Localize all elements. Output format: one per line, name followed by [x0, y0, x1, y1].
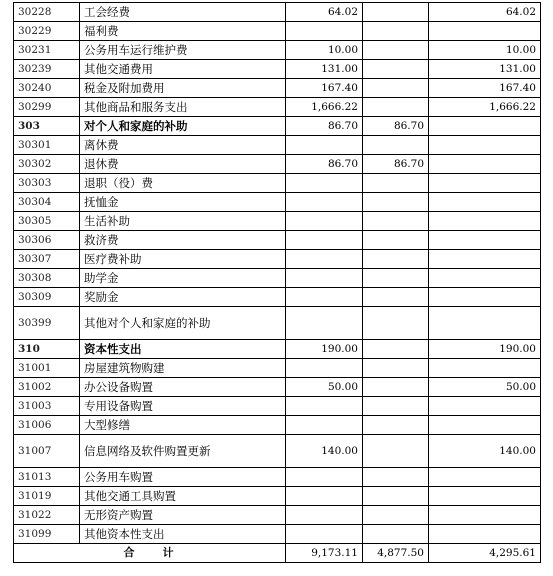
row-name: 无形资产购置 [80, 506, 286, 525]
table-row [14, 60, 541, 79]
row-name: 办公设备购置 [80, 378, 286, 397]
row-total [286, 487, 363, 506]
row-code: 310 [14, 340, 80, 359]
row-project: 131.00 [429, 60, 541, 79]
row-basic [363, 525, 429, 544]
row-name: 福利费 [80, 22, 286, 41]
row-total: 86.70 [286, 155, 363, 174]
table-row [14, 41, 541, 60]
total-amount: 9,173.11 [286, 544, 363, 563]
row-project [429, 212, 541, 231]
row-code: 30309 [14, 288, 80, 307]
table-row [14, 435, 541, 468]
row-basic [363, 3, 429, 22]
table-row [14, 155, 541, 174]
row-name: 其他对个人和家庭的补助 [80, 307, 286, 340]
row-name: 退职（役）费 [80, 174, 286, 193]
row-code: 31001 [14, 359, 80, 378]
row-basic [363, 468, 429, 487]
row-project [429, 231, 541, 250]
row-basic [363, 212, 429, 231]
row-basic [363, 506, 429, 525]
row-total [286, 416, 363, 435]
row-project [429, 250, 541, 269]
row-project: 1,666.22 [429, 98, 541, 117]
row-name: 生活补助 [80, 212, 286, 231]
row-code: 30299 [14, 98, 80, 117]
row-name: 专用设备购置 [80, 397, 286, 416]
row-code: 303 [14, 117, 80, 136]
table-row [14, 79, 541, 98]
table-row [14, 3, 541, 22]
row-code: 31099 [14, 525, 80, 544]
row-total [286, 136, 363, 155]
total-label: 合计 [14, 544, 286, 563]
table-row [14, 269, 541, 288]
row-total: 86.70 [286, 117, 363, 136]
row-project [429, 288, 541, 307]
row-project [429, 269, 541, 288]
row-total: 131.00 [286, 60, 363, 79]
row-code: 30231 [14, 41, 80, 60]
row-basic [363, 378, 429, 397]
row-total [286, 174, 363, 193]
row-name: 奖励金 [80, 288, 286, 307]
row-total: 10.00 [286, 41, 363, 60]
row-project: 190.00 [429, 340, 541, 359]
total-row [14, 544, 541, 563]
row-code: 30304 [14, 193, 80, 212]
row-total [286, 231, 363, 250]
row-code: 30399 [14, 307, 80, 340]
row-total [286, 506, 363, 525]
row-name: 其他交通工具购置 [80, 487, 286, 506]
row-project [429, 468, 541, 487]
row-name: 其他商品和服务支出 [80, 98, 286, 117]
row-name: 离休费 [80, 136, 286, 155]
row-total: 1,666.22 [286, 98, 363, 117]
row-code: 30301 [14, 136, 80, 155]
row-project [429, 416, 541, 435]
row-total [286, 193, 363, 212]
row-code: 31003 [14, 397, 80, 416]
row-code: 30302 [14, 155, 80, 174]
table-row [14, 98, 541, 117]
row-total [286, 525, 363, 544]
row-code: 30239 [14, 60, 80, 79]
row-name: 抚恤金 [80, 193, 286, 212]
row-code: 30307 [14, 250, 80, 269]
row-project: 50.00 [429, 378, 541, 397]
table-row [14, 193, 541, 212]
table-row [14, 397, 541, 416]
table-row [14, 525, 541, 544]
row-project: 10.00 [429, 41, 541, 60]
row-total: 50.00 [286, 378, 363, 397]
row-code: 30308 [14, 269, 80, 288]
table-row [14, 416, 541, 435]
table-row [14, 22, 541, 41]
row-code: 31022 [14, 506, 80, 525]
row-basic [363, 359, 429, 378]
row-project: 167.40 [429, 79, 541, 98]
table-row [14, 174, 541, 193]
table-row [14, 117, 541, 136]
row-basic [363, 435, 429, 468]
row-name: 信息网络及软件购置更新 [80, 435, 286, 468]
table-row [14, 468, 541, 487]
row-total [286, 269, 363, 288]
row-code: 30305 [14, 212, 80, 231]
row-name: 房屋建筑物购建 [80, 359, 286, 378]
row-code: 31007 [14, 435, 80, 468]
table-row [14, 487, 541, 506]
row-name: 工会经费 [80, 3, 286, 22]
row-basic [363, 60, 429, 79]
row-basic [363, 288, 429, 307]
table-row [14, 212, 541, 231]
row-code: 30306 [14, 231, 80, 250]
row-name: 退休费 [80, 155, 286, 174]
row-project [429, 117, 541, 136]
row-basic: 86.70 [363, 155, 429, 174]
row-name: 对个人和家庭的补助 [80, 117, 286, 136]
row-total: 140.00 [286, 435, 363, 468]
row-project [429, 307, 541, 340]
row-project [429, 22, 541, 41]
table-row [14, 506, 541, 525]
row-total [286, 359, 363, 378]
row-basic [363, 307, 429, 340]
total-project: 4,295.61 [429, 544, 541, 563]
row-code: 30229 [14, 22, 80, 41]
row-code: 30303 [14, 174, 80, 193]
row-code: 30240 [14, 79, 80, 98]
row-project: 64.02 [429, 3, 541, 22]
row-project: 140.00 [429, 435, 541, 468]
budget-table-body [14, 3, 541, 544]
row-total [286, 288, 363, 307]
row-code: 30228 [14, 3, 80, 22]
row-basic [363, 22, 429, 41]
total-basic: 4,877.50 [363, 544, 429, 563]
row-name: 资本性支出 [80, 340, 286, 359]
budget-table [13, 2, 541, 563]
table-row [14, 359, 541, 378]
row-project [429, 506, 541, 525]
table-row [14, 250, 541, 269]
row-project [429, 397, 541, 416]
row-basic [363, 231, 429, 250]
row-name: 大型修缮 [80, 416, 286, 435]
row-code: 31002 [14, 378, 80, 397]
row-code: 31013 [14, 468, 80, 487]
row-name: 公务用车运行维护费 [80, 41, 286, 60]
row-name: 助学金 [80, 269, 286, 288]
row-name: 其他资本性支出 [80, 525, 286, 544]
row-basic [363, 79, 429, 98]
row-project [429, 155, 541, 174]
row-name: 税金及附加费用 [80, 79, 286, 98]
row-basic [363, 340, 429, 359]
row-name: 其他交通费用 [80, 60, 286, 79]
row-basic [363, 41, 429, 60]
row-project [429, 193, 541, 212]
row-project [429, 525, 541, 544]
row-total [286, 22, 363, 41]
row-basic [363, 487, 429, 506]
row-code: 31006 [14, 416, 80, 435]
row-basic [363, 250, 429, 269]
row-basic [363, 174, 429, 193]
row-total: 64.02 [286, 3, 363, 22]
row-basic [363, 98, 429, 117]
table-row [14, 378, 541, 397]
table-row [14, 288, 541, 307]
row-total [286, 468, 363, 487]
table-row [14, 231, 541, 250]
row-project [429, 359, 541, 378]
table-row [14, 307, 541, 340]
row-total: 190.00 [286, 340, 363, 359]
row-name: 医疗费补助 [80, 250, 286, 269]
row-basic [363, 136, 429, 155]
row-name: 救济费 [80, 231, 286, 250]
table-row [14, 136, 541, 155]
row-basic [363, 269, 429, 288]
row-project [429, 174, 541, 193]
row-basic: 86.70 [363, 117, 429, 136]
row-basic [363, 416, 429, 435]
row-project [429, 136, 541, 155]
row-code: 31019 [14, 487, 80, 506]
row-total: 167.40 [286, 79, 363, 98]
row-total [286, 212, 363, 231]
row-basic [363, 193, 429, 212]
row-total [286, 250, 363, 269]
row-total [286, 307, 363, 340]
row-name: 公务用车购置 [80, 468, 286, 487]
row-basic [363, 397, 429, 416]
table-row [14, 340, 541, 359]
row-project [429, 487, 541, 506]
row-total [286, 397, 363, 416]
